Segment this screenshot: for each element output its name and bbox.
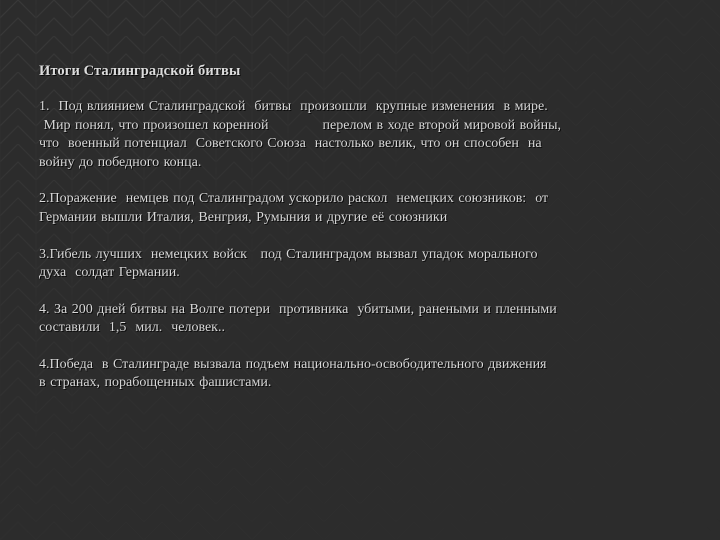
paragraph-5: 4.Победа в Сталинграде вызвала подъем национально-освободительного движения в странах, порабощенных фашистами.: [39, 357, 547, 391]
slide-content: [39, 62, 629, 411]
paragraph-3: 3.Гибель лучших немецких войск под Сталинградом вызвал упадок морального духа солдат Германии.: [39, 246, 538, 281]
paragraph-4: 4. За 200 дней битвы на Волге потери противника убитыми, ранеными и пленными составили 1,5 мил. человек..: [39, 301, 557, 336]
paragraph-1: 1. Под влиянием Сталинградской битвы произошли крупные изменения в мире. Мир понял, что произошел коренной перелом в ходе второй мировой войны, что военный потенциал Советского Союза настолько велик, что он способен на войну до победного конца.: [39, 99, 561, 170]
paragraph-2: 2.Поражение немцев под Сталинградом ускорило раскол немецких союзников: от Германии вышли Италия, Венгрия, Румыния и другие её союзники: [39, 191, 549, 225]
slide-title: Итоги Сталинградской битвы: [39, 63, 241, 79]
